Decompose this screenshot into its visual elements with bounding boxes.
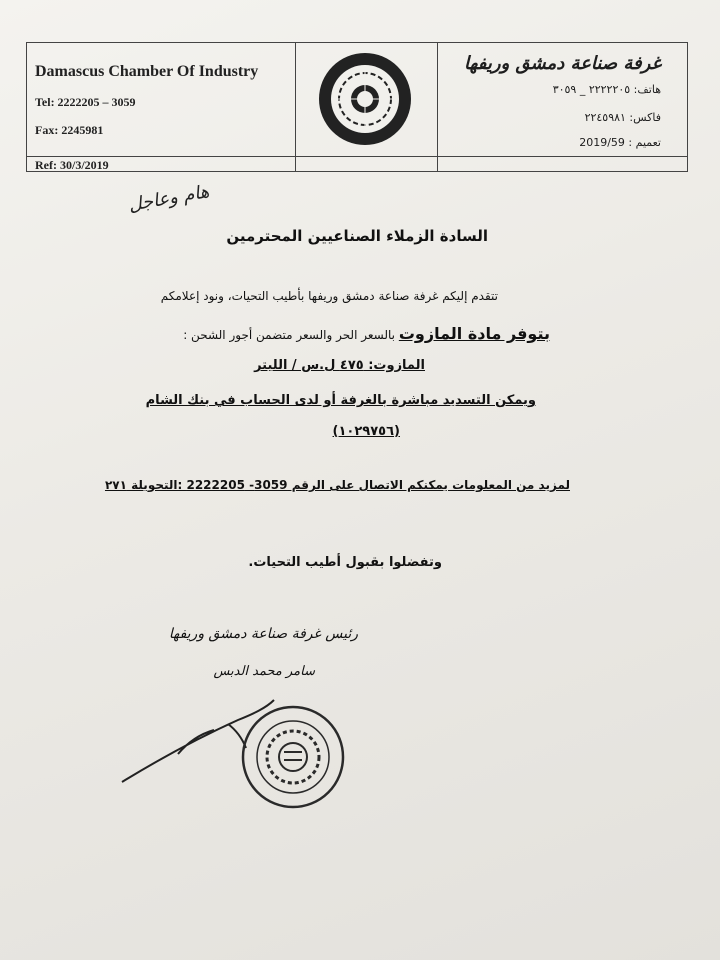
letterhead-divider-right — [437, 43, 438, 171]
org-name-ar: غرفة صناعة دمشق وريفها — [464, 53, 661, 74]
closing-line: وتفضلوا بقبول أطيب التحيات. — [248, 555, 442, 570]
availability-line — [183, 324, 550, 343]
availability-emphasis: بتوفر مادة المازوت — [398, 324, 550, 343]
fax-en: Fax: 2245981 — [35, 123, 104, 137]
letterhead — [26, 42, 688, 172]
account-number: (١٠٢٩٧٥٦) — [332, 424, 400, 439]
letterhead-divider-bottom — [27, 156, 687, 157]
reference-en: Ref: 30/3/2019 — [35, 158, 109, 172]
signatory-name: سامر محمد الدبس — [213, 664, 315, 679]
signatory-title: رئيس غرفة صناعة دمشق وريفها — [168, 626, 358, 642]
phone-ar: هاتف: ٢٢٢٢٢٠٥ _ ٣٠٥٩ — [552, 83, 661, 96]
fax-ar: فاكس: ٢٢٤٥٩٨١ — [584, 111, 661, 124]
circular-number: تعميم : 2019/59 — [579, 136, 661, 149]
phone-en: Tel: 2222205 – 3059 — [35, 95, 136, 109]
letterhead-divider-left — [295, 43, 296, 171]
chamber-seal-icon — [315, 49, 415, 149]
intro-line: تتقدم إليكم غرفة صناعة دمشق وريفها بأطيب التحيات، ونود إعلامكم — [160, 289, 498, 303]
salutation: السادة الزملاء الصناعيين المحترمين — [226, 227, 488, 245]
urgent-note: هام وعاجل — [127, 181, 212, 216]
contact-line: لمزيد من المعلومات يمكنكم الاتصال على الرقم 3059- 2222205 :التحويلة ٢٧١ — [104, 478, 570, 492]
availability-rest: بالسعر الحر والسعر متضمن أجور الشحن : — [183, 328, 399, 342]
price-line: المازوت: ٤٧٥ ل.س / الليتر — [254, 358, 425, 373]
chamber-stamp-icon — [238, 702, 348, 812]
payment-line: ويمكن التسديد مباشرة بالغرفة أو لدى الحساب في بنك الشام — [145, 393, 536, 408]
org-name-en: Damascus Chamber Of Industry — [35, 63, 259, 80]
